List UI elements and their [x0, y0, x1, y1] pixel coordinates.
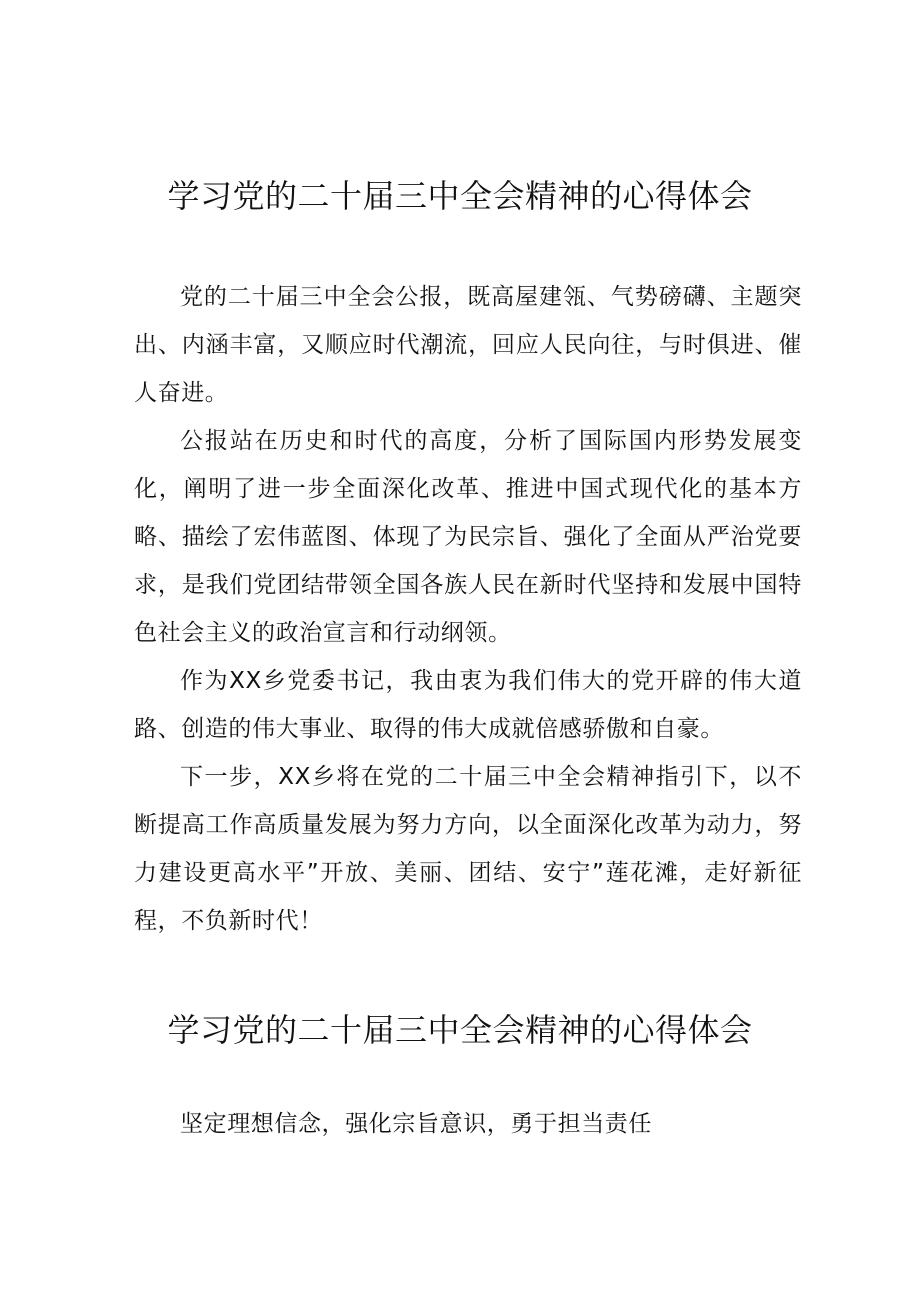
paragraph-3: 作为XX乡党委书记，我由衷为我们伟大的党开辟的伟大道路、创造的伟大事业、取得的伟大成就倍感骄傲和自豪。 [134, 668, 802, 742]
article-body-2 [134, 1100, 802, 1148]
paragraph-5: 坚定理想信念，强化宗旨意识，勇于担当责任 [180, 1111, 652, 1137]
article-title-1: 学习党的二十届三中全会精神的心得体会 [167, 177, 753, 215]
paragraph-4: 下一步，XX乡将在党的二十届三中全会精神指引下，以不断提高工作高质量发展为努力方向，以全面深化改革为动力，努力建设更高水平”开放、美丽、团结、安宁”莲花滩，走好新征程，不负新时代！ [134, 764, 802, 934]
article-body-1 [134, 273, 802, 945]
paragraph-1: 党的二十届三中全会公报，既高屋建瓴、气势磅礴、主题突出、内涵丰富，又顺应时代潮流，回应人民向往，与时俱进、催人奋进。 [134, 284, 802, 406]
article-title-2: 学习党的二十届三中全会精神的心得体会 [167, 1011, 753, 1049]
paragraph-2: 公报站在历史和时代的高度，分析了国际国内形势发展变化，阐明了进一步全面深化改革、推进中国式现代化的基本方略、描绘了宏伟蓝图、体现了为民宗旨、强化了全面从严治党要求，是我们党团结带领全国各族人民在新时代坚持和发展中国特色社会主义的政治宣言和行动纲领。 [134, 428, 802, 646]
